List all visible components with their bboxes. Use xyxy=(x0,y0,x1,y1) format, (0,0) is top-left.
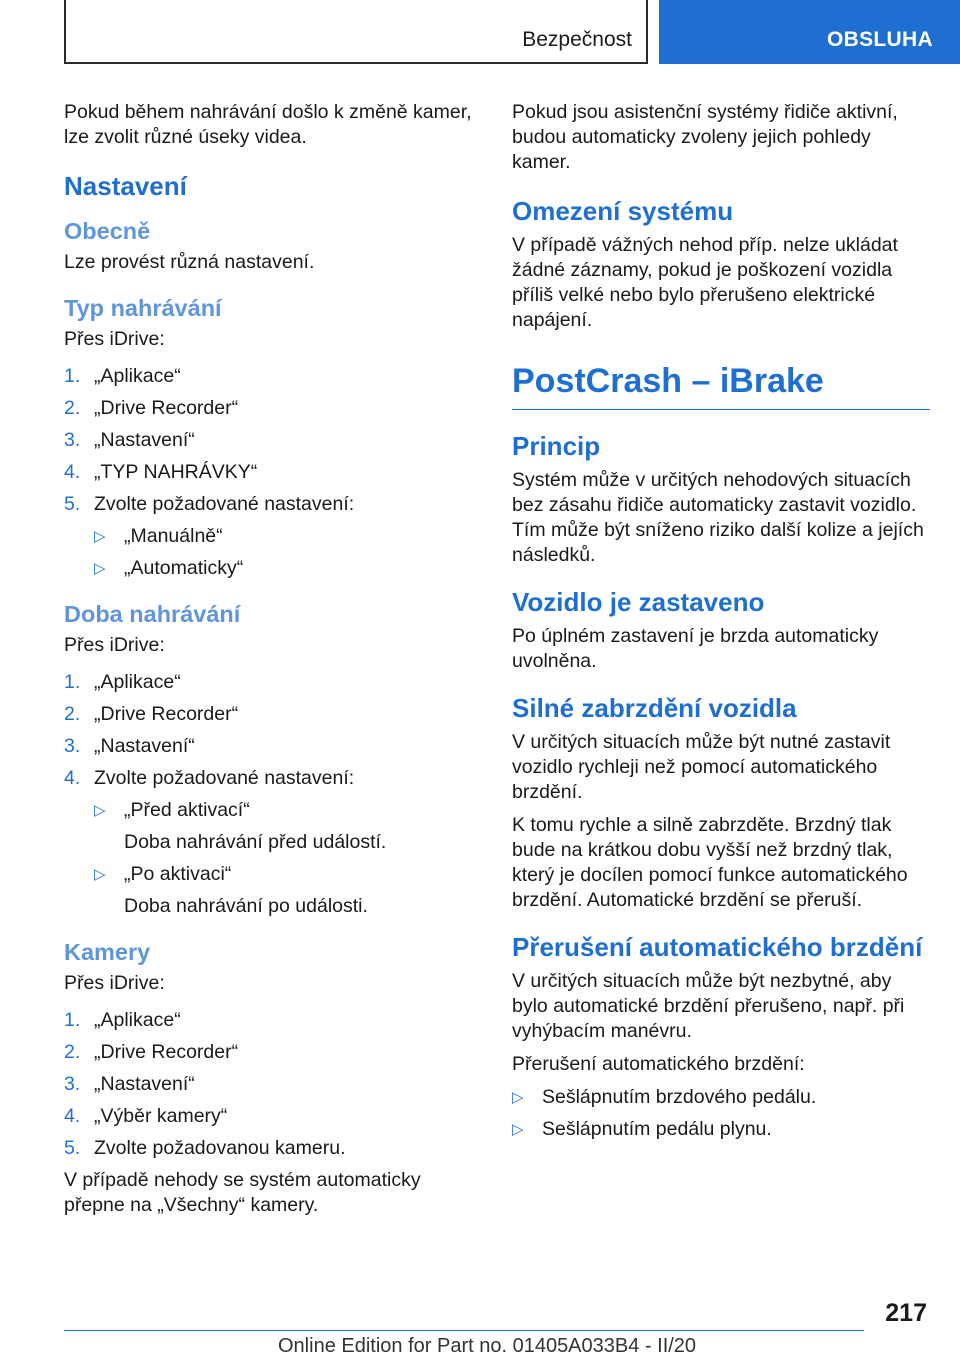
step-number: 1. xyxy=(64,1009,81,1031)
list-item xyxy=(64,734,484,759)
typ-pres-idrive: Přes iDrive: xyxy=(64,328,165,350)
princip-paragraph: Systém může v určitých nehodových situacích bez zásahu řidiče automaticky zastavit vozidlo. Tím může být sníženo riziko další kolize a jejích následků. xyxy=(512,469,924,566)
triangle-right-icon: ▷ xyxy=(94,528,106,545)
step-number: 5. xyxy=(64,493,81,515)
option-text: „Manuálně“ xyxy=(124,525,223,547)
list-item xyxy=(512,1117,930,1142)
triangle-right-icon: ▷ xyxy=(94,560,106,577)
heading-silne-zabrzdeni: Silné zabrzdění vozidla xyxy=(512,693,797,723)
step-text: „Nastavení“ xyxy=(94,1073,195,1095)
header-chapter-tab xyxy=(659,0,960,64)
typ-steps-list xyxy=(64,364,484,581)
list-item xyxy=(64,1040,484,1065)
heading-omezeni-systemu: Omezení systému xyxy=(512,196,734,226)
option-description: Doba nahrávání před událostí. xyxy=(124,831,387,853)
kamery-note-paragraph: V případě nehody se systém automaticky přepne na „Všechny“ kamery. xyxy=(64,1169,421,1216)
list-item xyxy=(94,524,484,549)
step-number: 1. xyxy=(64,671,81,693)
kamery-steps-list xyxy=(64,1008,484,1161)
step-text: „Výběr kamery“ xyxy=(94,1105,228,1127)
header-chapter-title: OBSLUHA xyxy=(827,28,933,51)
footer-edition: Online Edition for Part no. 01405A033B4 - II/20 xyxy=(278,1335,697,1357)
step-number: 3. xyxy=(64,429,81,451)
list-item xyxy=(94,862,484,919)
heading-kamery: Kamery xyxy=(64,939,151,965)
list-item xyxy=(64,670,484,695)
preruseni-list xyxy=(512,1085,930,1142)
list-item xyxy=(94,798,484,855)
step-number: 3. xyxy=(64,1073,81,1095)
silne-paragraph-2: K tomu rychle a silně zabrzděte. Brzdný tlak bude na krátkou dobu vyšší než brzdný tlak, který je docílen pomocí funkce automatického brzdění. Automatické brzdění se přeruší. xyxy=(512,814,908,911)
header-section-box xyxy=(64,0,648,64)
doba-options-list xyxy=(94,798,484,919)
list-item xyxy=(64,428,484,453)
heading-princip: Princip xyxy=(512,431,601,461)
option-text: Sešlápnutím pedálu plynu. xyxy=(542,1118,772,1140)
heading-obecne: Obecně xyxy=(64,218,151,244)
step-number: 1. xyxy=(64,365,81,387)
heading-postcrash-ibrake: PostCrash – iBrake xyxy=(512,359,930,410)
heading-nastaveni: Nastavení xyxy=(64,171,187,201)
typ-options-list xyxy=(94,524,484,581)
right-column xyxy=(512,100,930,1149)
list-item xyxy=(512,1085,930,1110)
option-text: „Před aktivací“ xyxy=(124,799,250,821)
heading-doba-nahravani: Doba nahrávání xyxy=(64,601,241,627)
omezeni-paragraph: V případě vážných nehod příp. nelze ukládat žádné záznamy, pokud je poškození vozidla příliš velké nebo bylo přerušeno elektrické napájení. xyxy=(512,234,898,331)
step-text: „Nastavení“ xyxy=(94,429,195,451)
doba-steps-list xyxy=(64,670,484,919)
triangle-right-icon: ▷ xyxy=(512,1089,524,1106)
list-item xyxy=(64,1072,484,1097)
footer-divider xyxy=(64,1330,864,1331)
step-text: „Drive Recorder“ xyxy=(94,397,239,419)
list-item xyxy=(64,1008,484,1033)
step-text: „Drive Recorder“ xyxy=(94,1041,239,1063)
list-item xyxy=(64,492,484,581)
list-item xyxy=(64,1104,484,1129)
list-item xyxy=(64,702,484,727)
heading-preruseni-brzdeni: Přerušení automatického brzdění xyxy=(512,932,923,962)
step-text: „Nastavení“ xyxy=(94,735,195,757)
silne-paragraph-1: V určitých situacích může být nutné zastavit vozidlo rychleji než pomocí automatického brzdění. xyxy=(512,731,891,803)
left-column xyxy=(64,100,484,1226)
heading-typ-nahravani: Typ nahrávání xyxy=(64,295,222,321)
option-description: Doba nahrávání po události. xyxy=(124,895,368,917)
step-text: „Aplikace“ xyxy=(94,671,181,693)
option-text: Sešlápnutím brzdového pedálu. xyxy=(542,1086,817,1108)
list-item xyxy=(64,460,484,485)
heading-vozidlo-zastaveno: Vozidlo je zastaveno xyxy=(512,587,765,617)
obecne-paragraph: Lze provést různá nastavení. xyxy=(64,251,315,273)
zastaveno-paragraph: Po úplném zastavení je brzda automaticky uvolněna. xyxy=(512,625,879,672)
step-number: 4. xyxy=(64,461,81,483)
list-item xyxy=(64,1136,484,1161)
triangle-right-icon: ▷ xyxy=(94,866,106,883)
step-number: 2. xyxy=(64,397,81,419)
triangle-right-icon: ▷ xyxy=(94,802,106,819)
step-text: Zvolte požadované nastavení: xyxy=(94,767,355,789)
step-text: Zvolte požadovanou kameru. xyxy=(94,1137,346,1159)
step-number: 2. xyxy=(64,703,81,725)
page-number: 217 xyxy=(885,1299,927,1327)
list-item xyxy=(64,766,484,919)
step-number: 3. xyxy=(64,735,81,757)
step-text: „TYP NAHRÁVKY“ xyxy=(94,461,258,483)
step-text: Zvolte požadované nastavení: xyxy=(94,493,355,515)
step-number: 4. xyxy=(64,767,81,789)
list-item xyxy=(64,396,484,421)
preruseni-paragraph-2: Přerušení automatického brzdění: xyxy=(512,1053,805,1075)
triangle-right-icon: ▷ xyxy=(512,1121,524,1138)
assist-intro-paragraph: Pokud jsou asistenční systémy řidiče aktivní, budou automaticky zvoleny jejich pohledy kamer. xyxy=(512,101,898,173)
kamery-pres-idrive: Přes iDrive: xyxy=(64,972,165,994)
doba-pres-idrive: Přes iDrive: xyxy=(64,634,165,656)
step-number: 2. xyxy=(64,1041,81,1063)
step-text: „Aplikace“ xyxy=(94,365,181,387)
step-text: „Drive Recorder“ xyxy=(94,703,239,725)
step-number: 5. xyxy=(64,1137,81,1159)
step-number: 4. xyxy=(64,1105,81,1127)
list-item xyxy=(64,364,484,389)
header-section-title: Bezpečnost xyxy=(522,28,632,51)
preruseni-paragraph-1: V určitých situacích může být nezbytné, aby bylo automatické brzdění přerušeno, např. při vyhýbacím manévru. xyxy=(512,970,905,1042)
intro-paragraph: Pokud během nahrávání došlo k změně kamer, lze zvolit různé úseky videa. xyxy=(64,101,472,148)
list-item xyxy=(94,556,484,581)
option-text: „Po aktivaci“ xyxy=(124,863,232,885)
option-text: „Automaticky“ xyxy=(124,557,244,579)
step-text: „Aplikace“ xyxy=(94,1009,181,1031)
